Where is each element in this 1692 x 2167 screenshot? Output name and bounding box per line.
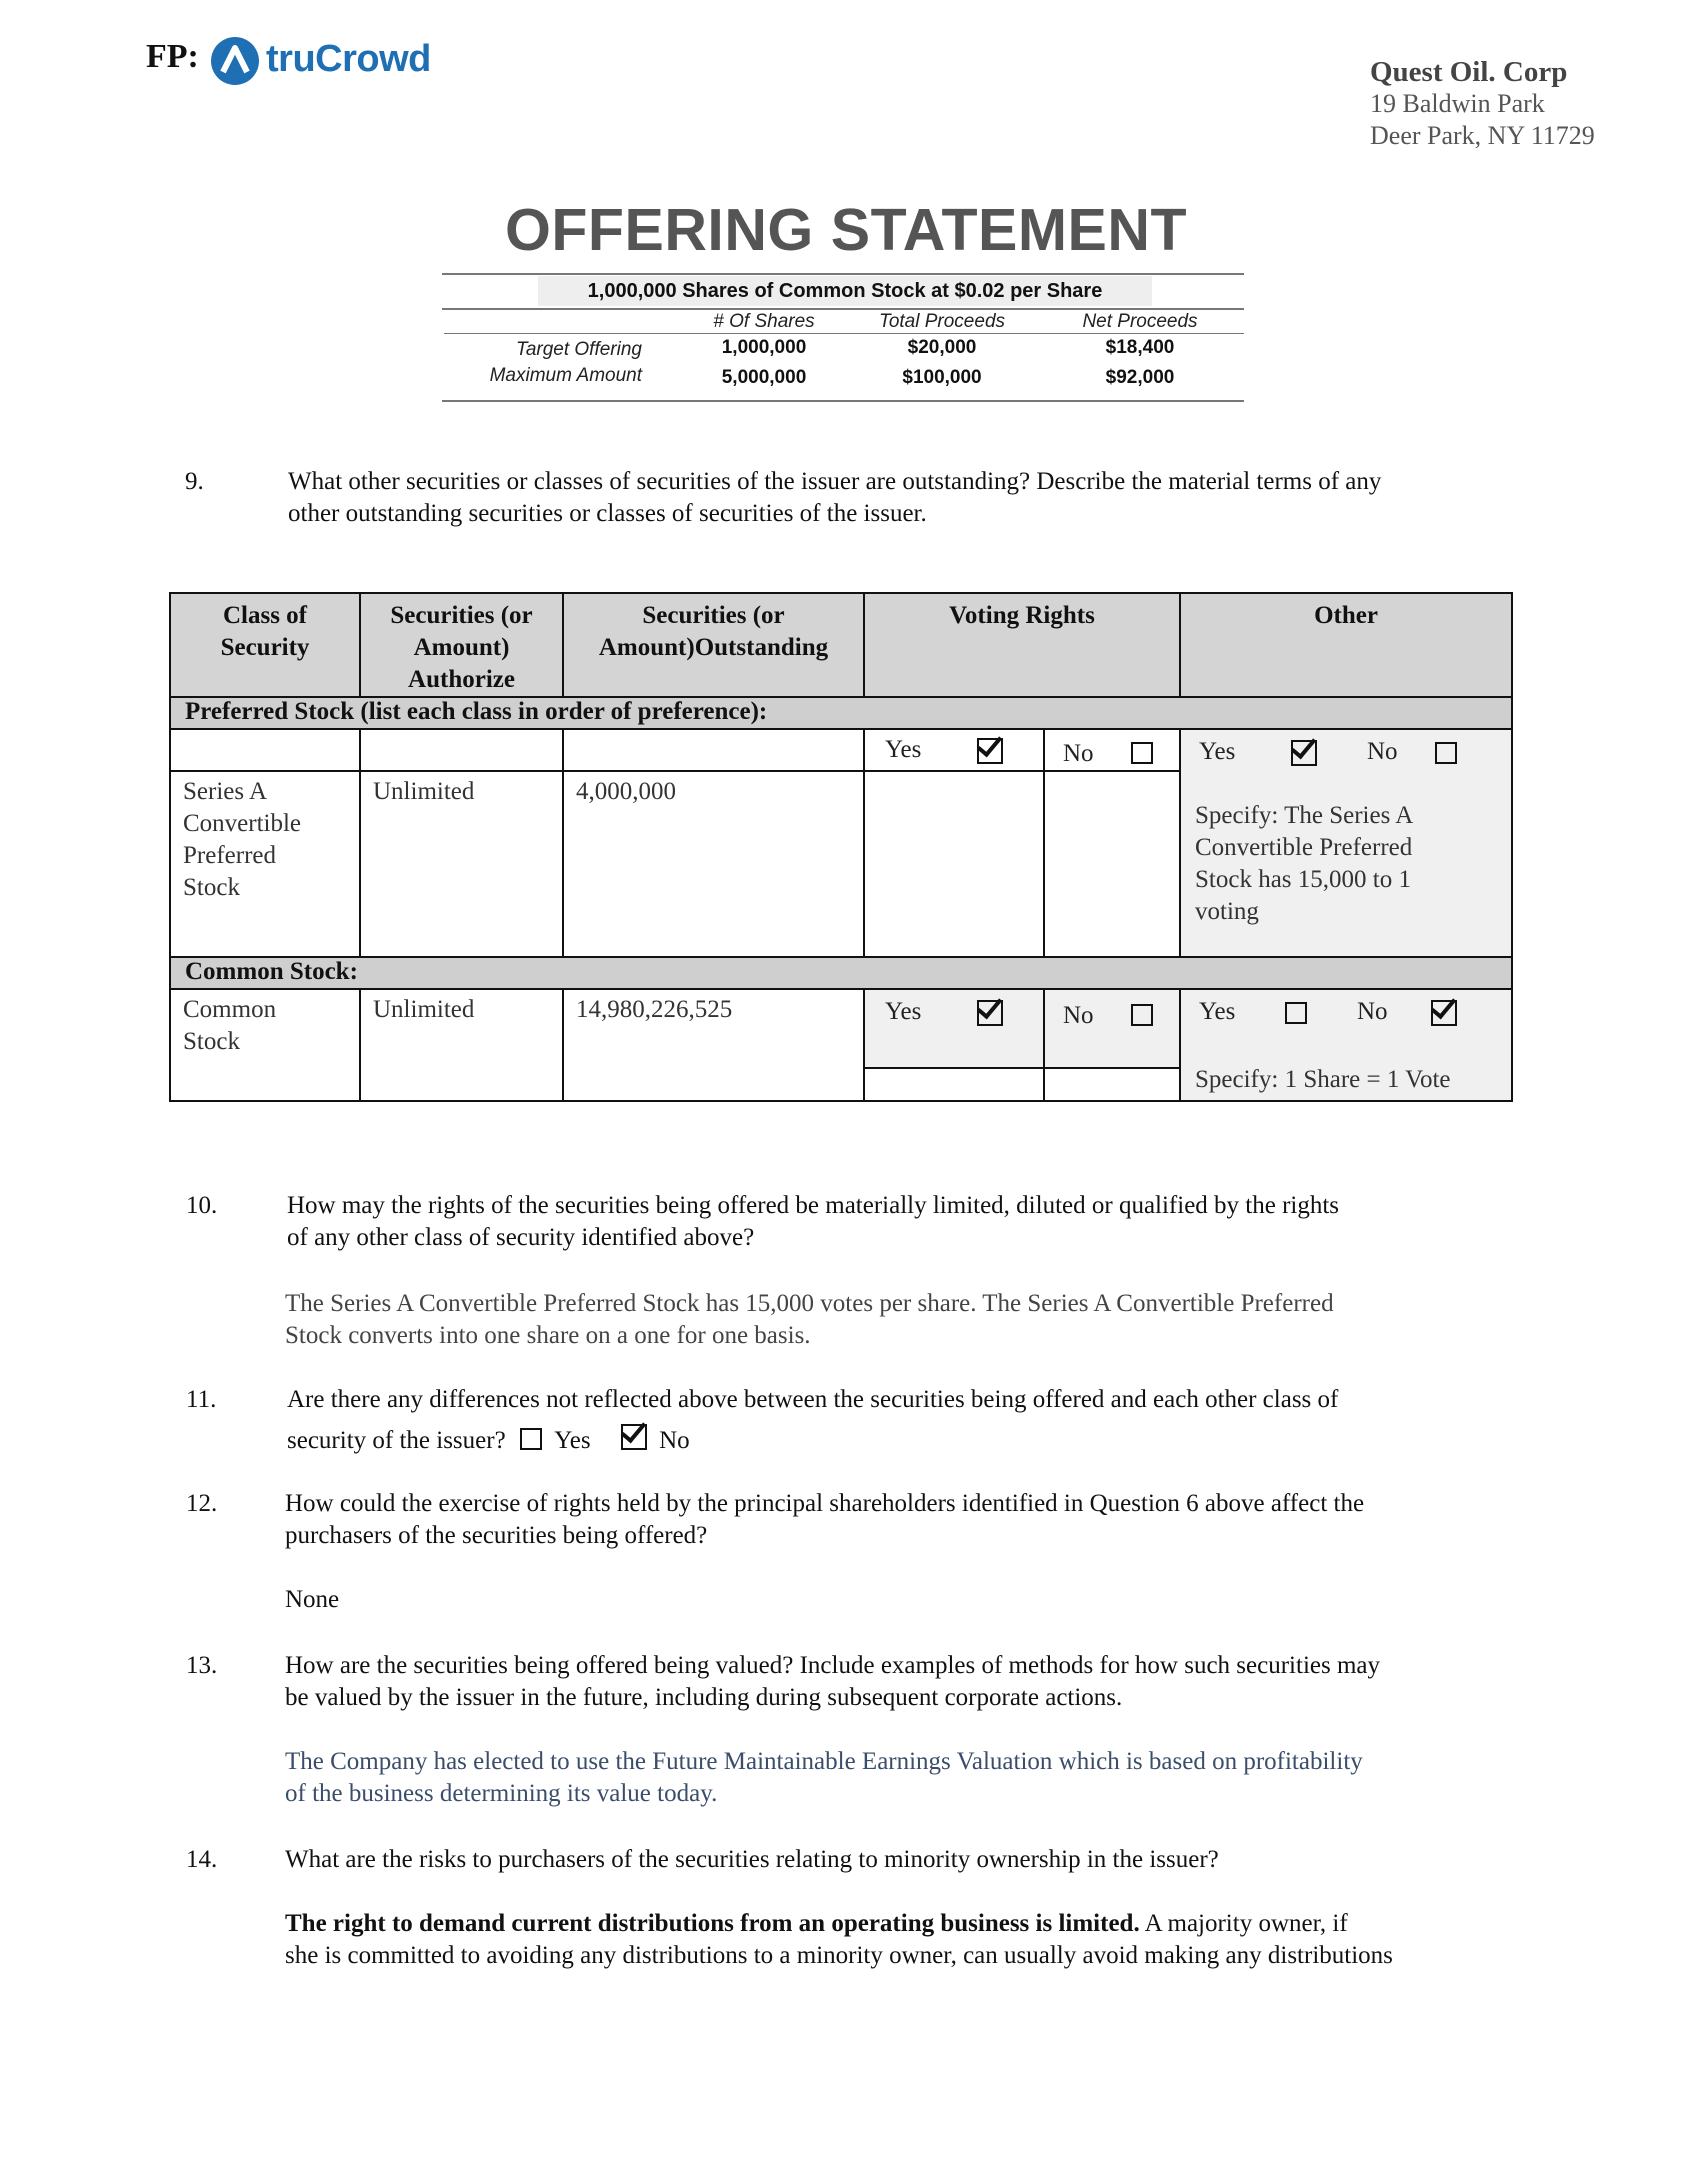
class-text-line: Common: [183, 996, 277, 1023]
header-text: Class of: [222, 602, 308, 629]
question-number: 10.: [186, 1192, 218, 1219]
common-voting-yes-checkbox[interactable]: [977, 1000, 1003, 1026]
preferred-voting-no-checkbox[interactable]: [1131, 742, 1153, 764]
divider: [444, 333, 1244, 334]
issuer-address-line2: Deer Park, NY 11729: [1370, 121, 1595, 150]
header-voting-rights: [864, 593, 1180, 697]
answer-text-line: of the business determining its value today.: [285, 1780, 718, 1807]
no-label: No: [659, 1427, 690, 1454]
answer-text-line: [285, 1908, 1495, 1940]
row-label-target: Target Offering: [515, 339, 642, 360]
maximum-net: $92,000: [1105, 367, 1175, 388]
fp-label: FP:: [146, 38, 199, 75]
header-text: Other: [1314, 602, 1378, 629]
preferred-voting-yes-cell: [864, 729, 1044, 771]
question-number: 14.: [186, 1846, 218, 1873]
maximum-total: $100,000: [902, 367, 982, 388]
preferred-other-yes-checkbox[interactable]: [1291, 740, 1317, 766]
header-class-of-security: [170, 593, 360, 697]
class-text-line: Convertible: [183, 810, 302, 837]
offering-statement-title: OFFERING STATEMENT: [505, 197, 1187, 263]
answer-bold-lead: The right to demand current distributions from an operating business is limited.: [285, 1910, 1140, 1937]
question-12-text: [285, 1488, 1364, 1552]
yes-label: Yes: [1199, 738, 1236, 765]
common-outstanding: 14,980,226,525: [576, 996, 733, 1023]
header-text: Authorize: [408, 666, 515, 693]
question-12-answer: None: [285, 1586, 340, 1613]
preferred-class-name: [171, 772, 359, 908]
preferred-voting-no-cell: [1044, 729, 1180, 771]
preferred-checkbox-row: [170, 729, 1512, 771]
answer-text-line: she is committed to avoiding any distributions to a minority owner, can usually avoid making any distributions: [285, 1942, 1393, 1969]
question-text-line: of any other class of security identified above?: [287, 1224, 755, 1251]
target-net: $18,400: [1105, 337, 1175, 358]
empty-cell: [1044, 1068, 1180, 1101]
question-text-line: How may the rights of the securities being offered be materially limited, diluted or qualified by the rights: [287, 1192, 1340, 1219]
common-voting-no-cell: [1044, 989, 1180, 1068]
class-text-line: Preferred: [183, 842, 276, 869]
row-label-maximum: Maximum Amount: [489, 365, 642, 386]
class-text-line: Stock: [183, 1028, 240, 1055]
common-voting-yes-cell: [864, 989, 1044, 1068]
question-11-text-line2: [287, 1424, 690, 1457]
question-11-text: [287, 1384, 1338, 1416]
issuer-address-line1: 19 Baldwin Park: [1370, 89, 1545, 118]
empty-cell: [170, 729, 360, 771]
empty-cell: [864, 771, 1044, 957]
no-label: No: [1063, 740, 1094, 767]
answer-text-line: The Series A Convertible Preferred Stock has 15,000 votes per share. The Series A Convertible Preferred: [285, 1290, 1334, 1317]
question-text-line: How could the exercise of rights held by the principal shareholders identified in Question 6 above affect the: [285, 1490, 1365, 1517]
empty-cell: [563, 729, 864, 771]
common-other-specify: Specify: 1 Share = 1 Vote: [1195, 1066, 1451, 1093]
yes-label: Yes: [554, 1427, 591, 1454]
issuer-name: Quest Oil. Corp: [1370, 56, 1568, 88]
common-authorized: Unlimited: [373, 996, 475, 1023]
q11-no-checkbox[interactable]: [621, 1424, 647, 1450]
yes-label: Yes: [885, 736, 922, 763]
target-total: $20,000: [907, 337, 977, 358]
common-other-cell: [1180, 989, 1512, 1101]
preferred-class-cell: [170, 771, 360, 957]
no-label: No: [1063, 1002, 1094, 1029]
class-text-line: Series A: [183, 778, 268, 805]
common-other-no-checkbox[interactable]: [1431, 1000, 1457, 1026]
col-header-total: Total Proceeds: [878, 311, 1006, 332]
question-13-answer: [285, 1746, 1363, 1810]
common-outstanding-cell: [563, 989, 864, 1101]
preferred-stock-band: [170, 697, 1512, 729]
specify-text-line: Convertible Preferred: [1195, 834, 1413, 861]
question-text-line: purchasers of the securities being offered?: [285, 1522, 708, 1549]
question-text-line: Are there any differences not reflected above between the securities being offered and each other class of: [287, 1386, 1339, 1413]
specify-text-line: Specify: The Series A: [1195, 802, 1414, 829]
question-text-line: other outstanding securities or classes of securities of the issuer.: [288, 500, 927, 527]
issuer-address-block: [1370, 56, 1595, 152]
preferred-other-no-checkbox[interactable]: [1435, 742, 1457, 764]
common-class-cell: [170, 989, 360, 1101]
question-14-answer: [285, 1908, 1495, 1972]
header-text: Amount)Outstanding: [598, 634, 829, 661]
question-text-line: security of the issuer?: [287, 1427, 506, 1454]
specify-text-line: voting: [1195, 898, 1259, 925]
col-header-shares: # Of Shares: [713, 311, 815, 332]
table-header-row: [170, 593, 1512, 697]
common-stock-band: [170, 957, 1512, 989]
maximum-shares: 5,000,000: [721, 367, 807, 388]
question-number: 12.: [186, 1490, 218, 1517]
trucrowd-logo-icon: [210, 36, 260, 86]
yes-label: Yes: [1199, 998, 1236, 1025]
empty-cell: [864, 1068, 1044, 1101]
preferred-voting-yes-checkbox[interactable]: [977, 738, 1003, 764]
securities-table: [169, 592, 1513, 1102]
question-14-text: What are the risks to purchasers of the securities relating to minority ownership in the issuer?: [285, 1846, 1219, 1873]
question-10-text: [287, 1190, 1339, 1254]
answer-text-span: A majority owner, if: [1139, 1910, 1348, 1937]
question-10-answer: [285, 1288, 1334, 1352]
header-securities-authorized: [360, 593, 563, 697]
class-text-line: Stock: [183, 874, 240, 901]
preferred-other-cell: [1180, 729, 1512, 957]
header-text: Amount): [413, 634, 510, 661]
preferred-authorized: Unlimited: [373, 778, 475, 805]
section-band-label: Preferred Stock (list each class in order of preference):: [170, 697, 1512, 729]
header-text: Securities (or: [390, 602, 533, 629]
preferred-outstanding: 4,000,000: [576, 778, 676, 805]
common-class-name: [171, 990, 359, 1062]
header-text: Security: [220, 634, 310, 661]
header-text: Securities (or: [642, 602, 785, 629]
question-text-line: What other securities or classes of securities of the issuer are outstanding? Describe the material terms of any: [288, 468, 1382, 495]
divider: [442, 400, 1244, 402]
common-stock-row: [170, 989, 1512, 1068]
header-other: [1180, 593, 1512, 697]
divider: [442, 273, 1244, 275]
empty-cell: [360, 729, 563, 771]
target-shares: 1,000,000: [721, 337, 807, 358]
col-header-net: Net Proceeds: [1082, 311, 1198, 332]
question-text-line: How are the securities being offered being valued? Include examples of methods for how such securities may: [285, 1652, 1381, 1679]
trucrowd-logo-text: truCrowd: [266, 38, 431, 80]
empty-cell: [1044, 771, 1180, 957]
offering-subtitle: 1,000,000 Shares of Common Stock at $0.02 per Share: [538, 276, 1152, 306]
answer-text-line: Stock converts into one share on a one for one basis.: [285, 1322, 811, 1349]
no-label: No: [1357, 998, 1388, 1025]
preferred-outstanding-cell: [563, 771, 864, 957]
preferred-other-specify: [1181, 796, 1511, 932]
q11-yes-checkbox[interactable]: [520, 1428, 542, 1450]
common-other-yes-checkbox[interactable]: [1285, 1002, 1307, 1024]
yes-label: Yes: [885, 998, 922, 1025]
question-number: 13.: [186, 1652, 218, 1679]
common-authorized-cell: [360, 989, 563, 1101]
section-band-label: Common Stock:: [170, 957, 1512, 989]
preferred-authorized-cell: [360, 771, 563, 957]
specify-text-line: Stock has 15,000 to 1: [1195, 866, 1411, 893]
question-13-text: [285, 1650, 1380, 1714]
common-voting-no-checkbox[interactable]: [1131, 1004, 1153, 1026]
question-number: 9.: [185, 468, 204, 495]
no-label: No: [1367, 738, 1398, 765]
answer-text-line: The Company has elected to use the Future Maintainable Earnings Valuation which is based on profitability: [285, 1748, 1363, 1775]
question-number: 11.: [186, 1386, 217, 1413]
header-text: Voting Rights: [949, 602, 1095, 629]
question-9-text: [288, 466, 1381, 530]
divider: [442, 308, 1244, 310]
header-securities-outstanding: [563, 593, 864, 697]
question-text-line: be valued by the issuer in the future, including during subsequent corporate actions.: [285, 1684, 1123, 1711]
